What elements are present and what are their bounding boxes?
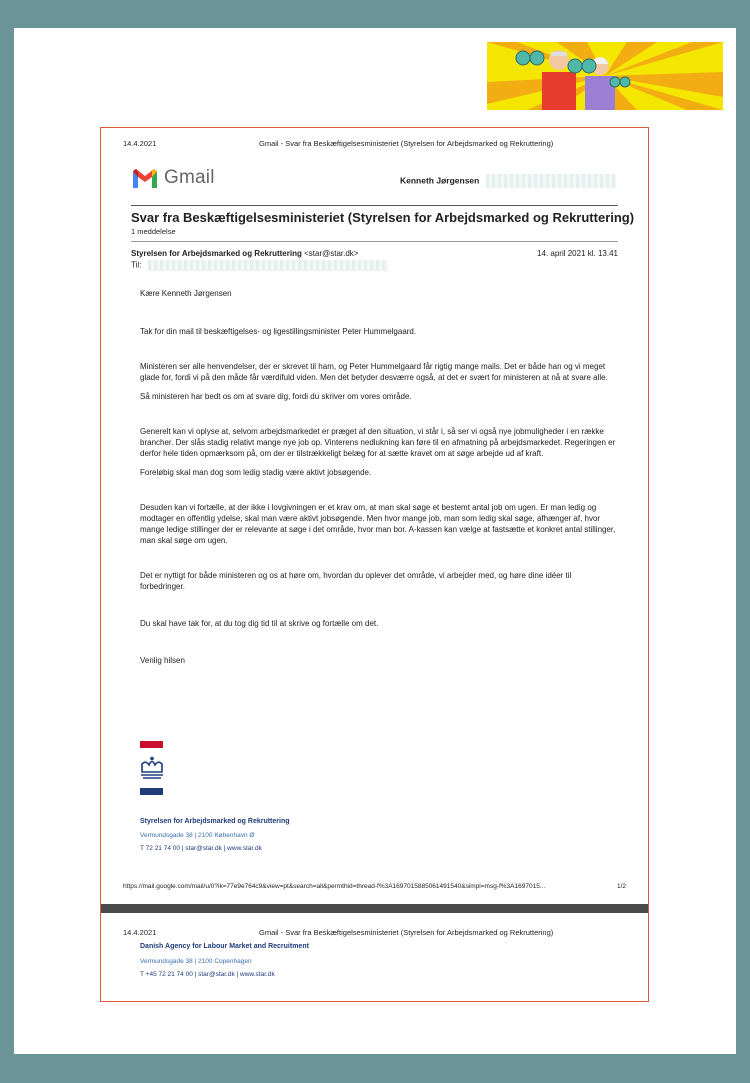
sender-email: <star@star.dk> [304,249,359,258]
greeting: Kære Kenneth Jørgensen [140,289,232,298]
recipient-line [131,260,388,271]
body-paragraph: Ministeren ser alle henvendelser, der er skrevet til ham, og Peter Hummelgaard får rigtig mange mails. Det er både han og vi meget glade for, fordi vi på den måde får værdifuld viden. Men det betyder desværre også, at det er svært for ministeren at nå at svare alle. [140,362,608,382]
signature-address: Vermundsgade 38 | 2100 København Ø [140,832,255,839]
signature-agency-name-en: Danish Agency for Labour Market and Recruitment [140,943,309,950]
subject-rule [131,241,618,242]
gmail-logo [131,167,215,189]
account-name-text: Kenneth Jørgensen [400,175,480,186]
email-date: 14. april 2021 kl. 13.41 [537,249,618,258]
sender-name: Styrelsen for Arbejdsmarked og Rekruttering [131,249,302,258]
closing: Venlig hilsen [140,656,185,665]
print-header-title: Gmail - Svar fra Beskæftigelsesministeriet (Styrelsen for Arbejdsmarked og Rekruttering) [259,139,554,148]
to-label: Til: [131,260,142,270]
signature-address-en: Vermundsgade 38 | 2100 Copenhagen [140,958,252,965]
header-rule [131,205,618,206]
signature-contact: T 72 21 74 00 | star@star.dk | www.star.dk [140,845,262,852]
message-count: 1 meddelelse [131,227,176,236]
sender-line [131,249,358,258]
printed-email-frame [100,127,649,1002]
crown-icon [139,756,165,780]
body-paragraph: Så ministeren har bedt os om at svare dig, fordi du skriver om vores område. [140,392,412,401]
signature-contact-en: T +45 72 21 74 00 | star@star.dk | www.star.dk [140,971,275,978]
body-paragraph: Generelt kan vi oplyse at, selvom arbejdsmarkedet er præget af den situation, vi står i, så ser vi også nye jobmuligheder i en række brancher. Der slås stadig relativt mange nye job op. Vinterens nedlukning kan føre til en afmatning på arbejdsmarkedet. Regeringen er derfor hele tiden opmærksom på, om der er tilstrækkeligt belæg for at sætte kravet om at søge arbejde ud af kraft. [140,427,616,458]
body-paragraph: Det er nyttigt for både ministeren og os at høre om, hvordan du oplever det område, vi arbejder med, og høre dine idéer til forbedringer. [140,571,572,591]
redacted-email [486,174,616,188]
signature-agency-name: Styrelsen for Arbejdsmarked og Rekruttering [140,818,290,825]
flag-stripe-red [140,741,163,748]
print-footer-url: https://mail.google.com/mail/u/0?ik=77e9e764c9&view=pt&search=all&permthid=thread-f%3A1697015885061491540&simpl=msg-f%3A1697015... [123,883,546,890]
print-header-date: 14.4.2021 [123,139,157,148]
page-number: 1/2 [616,883,626,890]
body-paragraph: Tak for din mail til beskæftigelses- og ligestillingsminister Peter Hummelgaard. [140,327,417,336]
gmail-wordmark: Gmail [164,167,215,188]
body-paragraph: Desuden kan vi fortælle, at der ikke i lovgivningen er et krav om, at man skal søge et bestemt antal job om ugen. Er man ledig og modtager en offentlig ydelse, skal man være aktivt jobsøgende. Men hvor mange job, man som ledig skal søge, afhænger af, hvor mange ledige stillinger der er relevante at søge i det område, hvor man bor. A-kassen kan vælge at fastsætte et konkret antal stillinger, man skal søge om ugen. [140,503,616,545]
page-break [101,904,648,913]
flag-stripe-blue [140,788,163,795]
print-header-title: Gmail - Svar fra Beskæftigelsesministeriet (Styrelsen for Arbejdsmarked og Rekruttering) [259,928,554,937]
redacted-recipient [148,260,388,271]
gmail-m-icon [131,168,159,189]
fitness-banner-image [487,42,723,110]
email-subject: Svar fra Beskæftigelsesministeriet (Styrelsen for Arbejdsmarked og Rekruttering) [131,210,635,225]
print-header-date: 14.4.2021 [123,928,157,937]
email-body [140,288,616,666]
body-paragraph: Foreløbig skal man dog som ledig stadig være aktivt jobsøgende. [140,468,372,477]
account-name [400,174,616,188]
body-paragraph: Du skal have tak for, at du tog dig tid til at skrive og fortælle om det. [140,619,379,628]
